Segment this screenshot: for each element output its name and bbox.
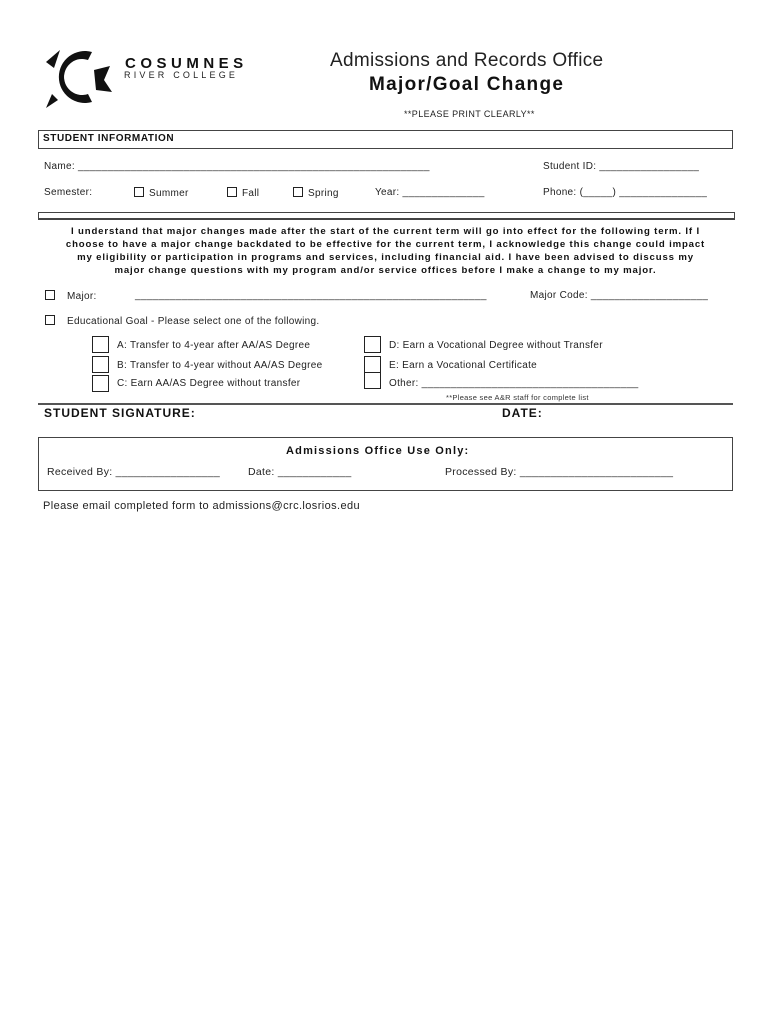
spring-checkbox[interactable] [293, 187, 303, 197]
student-id-field[interactable]: Student ID: _________________ [543, 161, 700, 172]
fall-option[interactable] [227, 187, 259, 199]
agreement-line: major change questions with my program and/or service offices before I make a change to my major. [114, 265, 657, 276]
logo-subtitle: RIVER COLLEGE [124, 70, 239, 80]
logo-name: COSUMNES [125, 55, 248, 72]
agreement-paragraph [38, 225, 733, 277]
goal-c-checkbox[interactable] [92, 375, 109, 392]
summer-option[interactable] [134, 187, 189, 199]
goal-b-label: B: Transfer to 4-year without AA/AS Degree [117, 360, 323, 371]
goal-b-checkbox[interactable] [92, 356, 109, 373]
office-title: Admissions and Records Office [330, 50, 604, 71]
goal-other-field[interactable]: Other: _____________________________________ [389, 378, 639, 389]
form-title: Major/Goal Change [369, 74, 565, 95]
email-note: Please email completed form to admissions@crc.losrios.edu [43, 500, 361, 512]
phone-field[interactable]: Phone: (_____) _______________ [543, 187, 708, 198]
received-by-field[interactable]: Received By: _________________ [47, 466, 221, 478]
student-info-title: STUDENT INFORMATION [43, 133, 175, 144]
goal-option[interactable] [45, 315, 319, 327]
goal-a-label: A: Transfer to 4-year after AA/AS Degree [117, 340, 311, 351]
print-note: **PLEASE PRINT CLEARLY** [404, 109, 535, 119]
spring-label: Spring [308, 188, 339, 199]
year-field[interactable]: Year: ______________ [375, 187, 485, 198]
goal-checkbox[interactable] [45, 315, 55, 325]
student-info-header [38, 130, 733, 149]
major-code-field[interactable]: Major Code: ____________________ [530, 290, 709, 301]
goal-d-label: D: Earn a Vocational Degree without Transfer [389, 340, 603, 351]
goal-other-checkbox[interactable] [364, 372, 381, 389]
major-option[interactable] [45, 290, 97, 302]
date-label: DATE: [502, 406, 543, 420]
name-field[interactable]: Name: ____________________________________________________________ [44, 161, 430, 172]
agreement-line: I understand that major changes made after the start of the current term will go into effect for the following term. If I [71, 226, 700, 237]
semester-label: Semester: [44, 187, 93, 198]
processed-by-field[interactable]: Processed By: _________________________ [445, 466, 674, 478]
summer-label: Summer [149, 188, 189, 199]
spring-option[interactable] [293, 187, 339, 199]
goal-label: Educational Goal - Please select one of the following. [67, 316, 320, 327]
goal-d-checkbox[interactable] [364, 336, 381, 353]
other-note: **Please see A&R staff for complete list [446, 393, 589, 402]
major-field[interactable]: ____________________________________________________________ [135, 290, 487, 301]
major-label: Major: [67, 291, 97, 302]
goal-a-checkbox[interactable] [92, 336, 109, 353]
major-checkbox[interactable] [45, 290, 55, 300]
goal-c-label: C: Earn AA/AS Degree without transfer [117, 378, 301, 389]
agreement-line: choose to have a major change backdated to be effective for the current term, I acknowledge this change could impact [65, 239, 706, 250]
signature-label: STUDENT SIGNATURE: [44, 406, 196, 420]
goal-e-label: E: Earn a Vocational Certificate [389, 360, 538, 371]
college-logo-icon [44, 44, 116, 110]
section-divider [38, 212, 735, 220]
office-date-field[interactable]: Date: ____________ [248, 466, 352, 478]
office-use-title: Admissions Office Use Only: [286, 445, 470, 457]
agreement-line: my eligibility or participation in programs and services, including financial aid. I have been advised to discuss my [77, 252, 694, 263]
summer-checkbox[interactable] [134, 187, 144, 197]
goal-e-checkbox[interactable] [364, 356, 381, 373]
fall-checkbox[interactable] [227, 187, 237, 197]
fall-label: Fall [242, 188, 260, 199]
